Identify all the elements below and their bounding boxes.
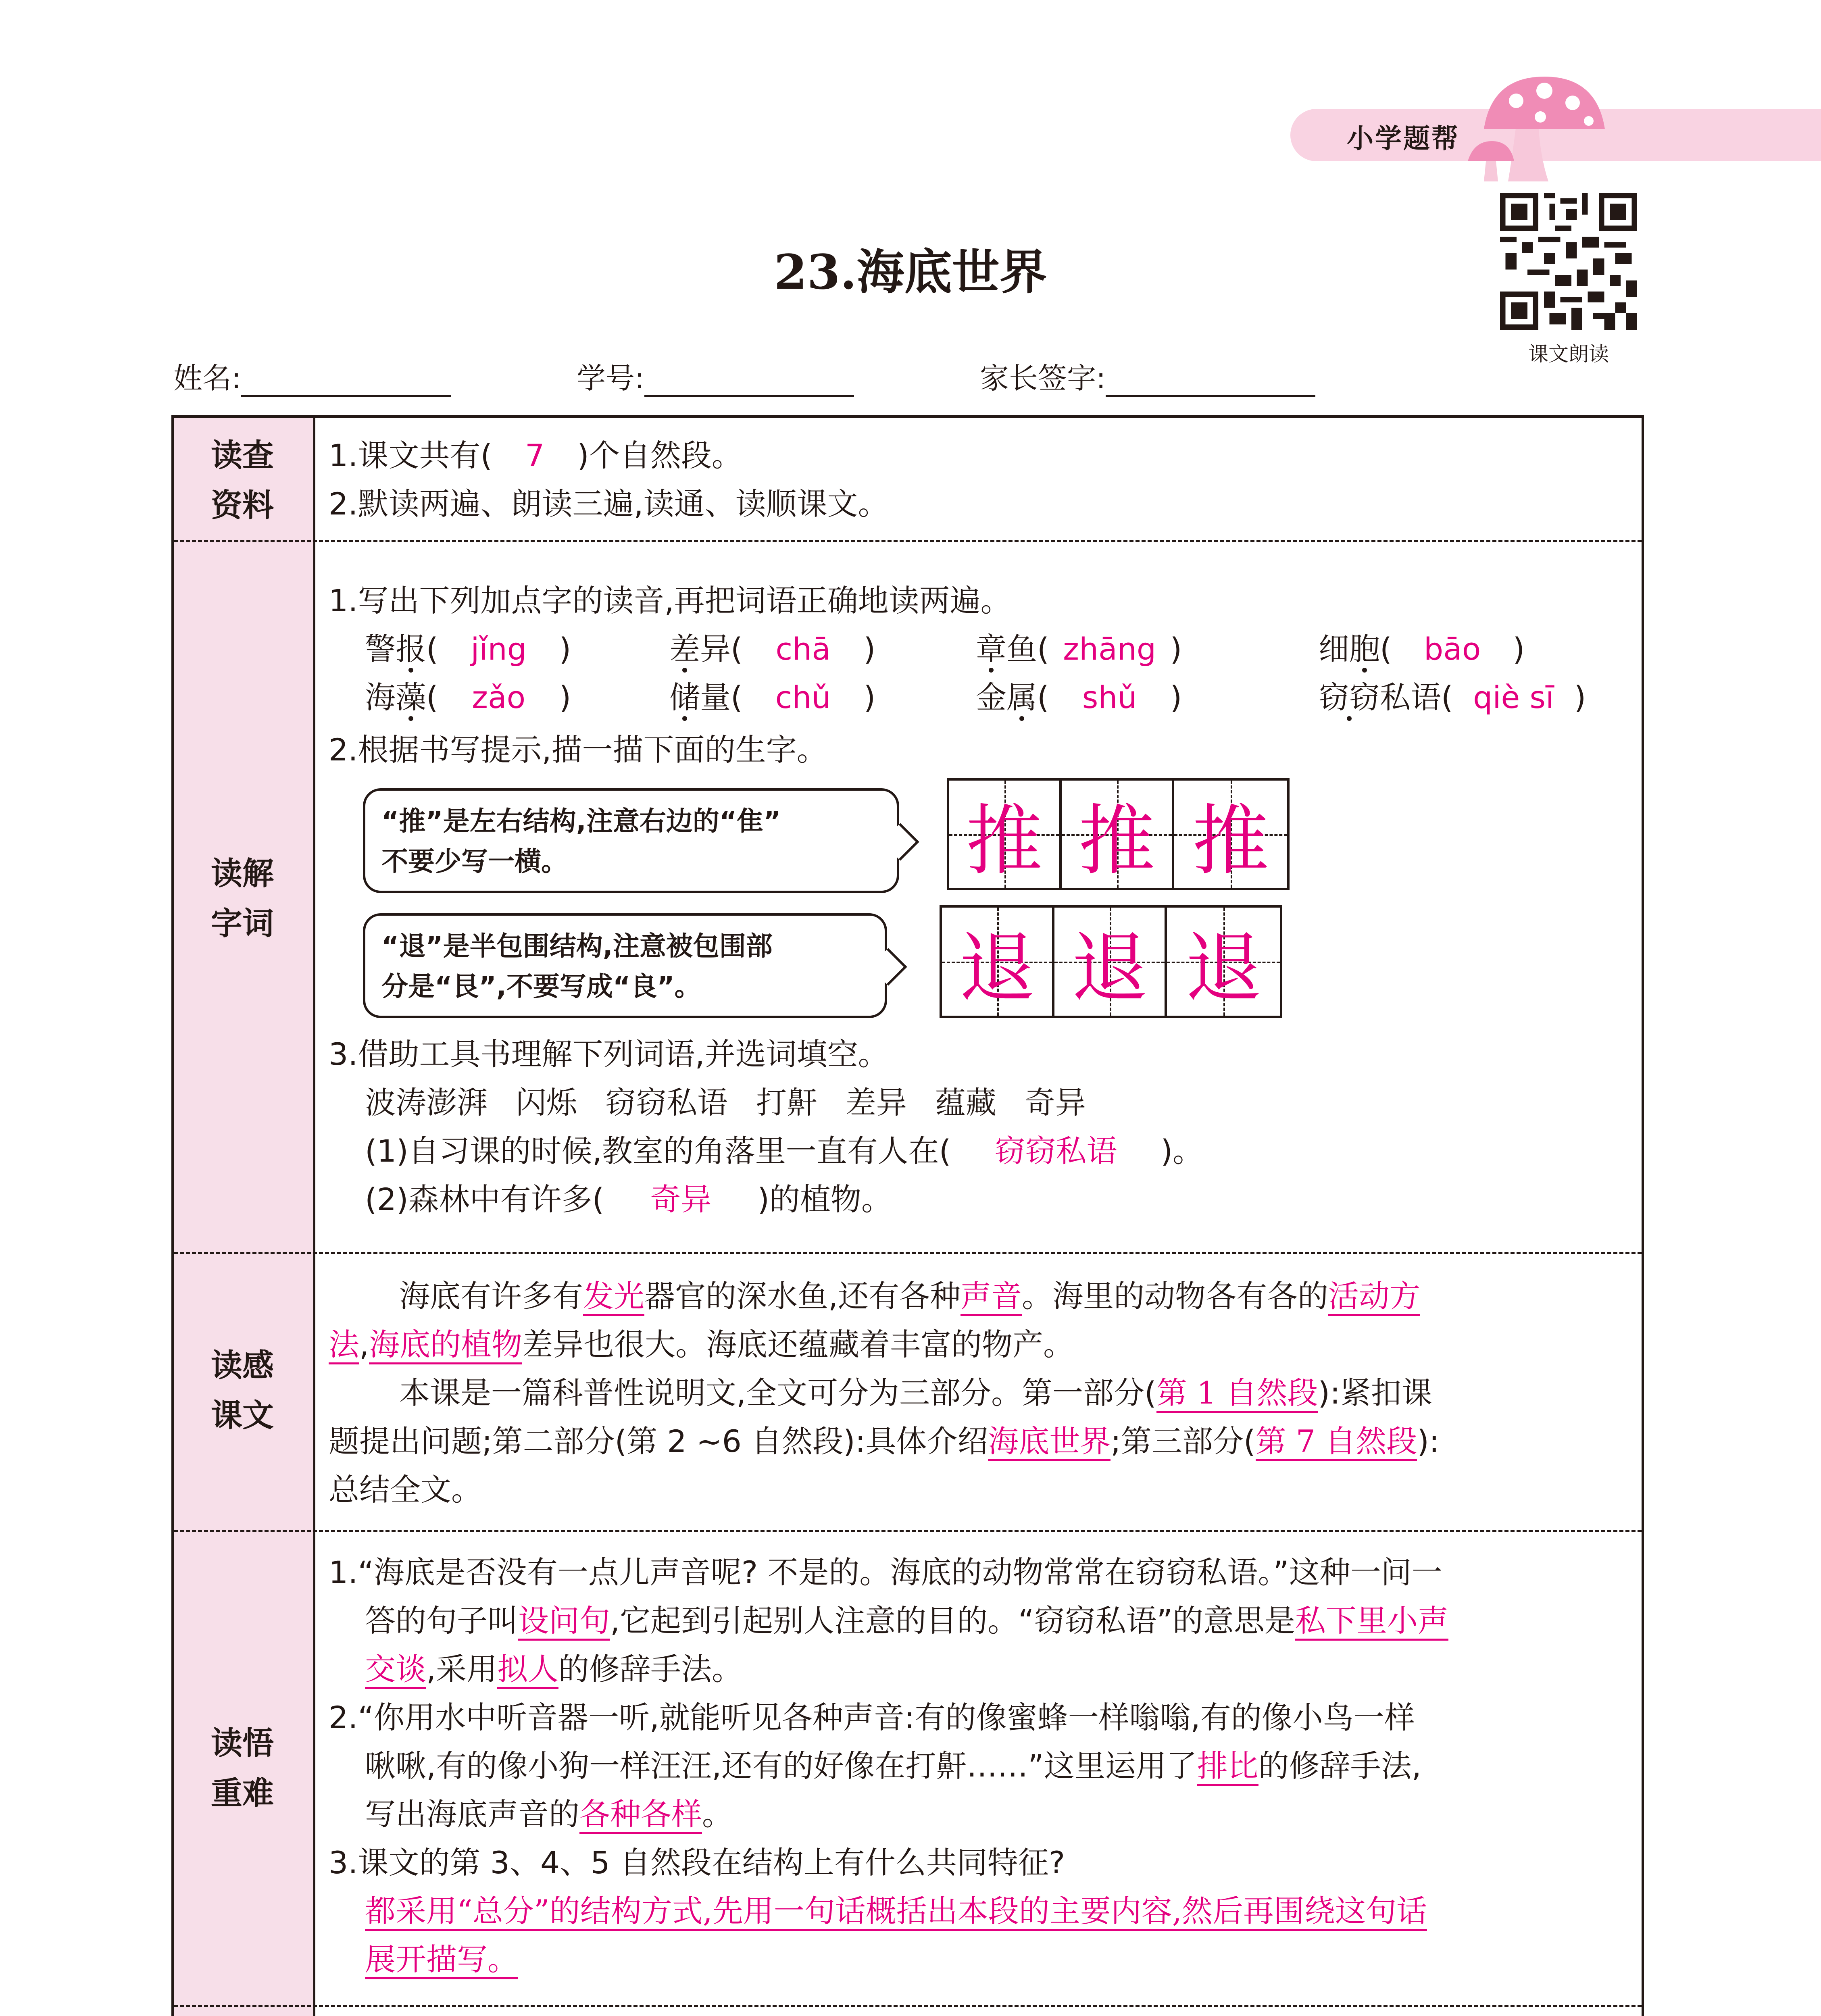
- answer-text[interactable]: 声音: [961, 1278, 1022, 1316]
- pinyin-word-item: [669, 673, 875, 722]
- s2-question-2: 2.根据书写提示,描一描下面的生字。: [329, 732, 827, 768]
- student-id-label: 学号:: [577, 361, 645, 395]
- vocab-list: 波涛澎湃 闪烁 窃窃私语 打鼾 差异 蕴藏 奇异: [365, 1085, 1086, 1120]
- question-text: 器官的深水鱼,还有各种: [644, 1278, 961, 1314]
- hint-bubble-tui: “推”是左右结构,注意右边的“隹” 不要少写一横。: [363, 788, 899, 893]
- name-field[interactable]: [173, 355, 451, 397]
- section-label-key-points: 读悟 重难: [210, 1725, 274, 1812]
- row-divider: [174, 2005, 1642, 2007]
- paren: (: [1441, 679, 1453, 715]
- parent-signature-blank[interactable]: [1106, 371, 1315, 397]
- s4-line-9: [365, 1935, 518, 1984]
- pinyin-answer[interactable]: chǔ: [775, 679, 831, 715]
- dotted-character: 窃窃: [1319, 679, 1380, 715]
- question-text: 。海里的动物各有各的: [1022, 1278, 1329, 1314]
- question-text: 写出海底声音的: [365, 1796, 579, 1832]
- parent-signature-field[interactable]: [980, 355, 1315, 397]
- section-label-text-feeling: 读感 课文: [210, 1347, 274, 1434]
- s4-line-2: [365, 1597, 1448, 1645]
- paren: (: [731, 679, 743, 715]
- answer-text[interactable]: 海底的植物: [369, 1327, 522, 1364]
- qr-code-icon: [1500, 193, 1637, 330]
- mushroom-logo-icon: [1468, 65, 1613, 185]
- answer-text[interactable]: 展开描写。: [365, 1941, 518, 1979]
- s4-line-3: [365, 1645, 742, 1693]
- paren: (: [1037, 679, 1049, 715]
- pinyin-word-item: [1319, 625, 1525, 673]
- fill-blank-1: (1)自习课的时候,教室的角落里一直有人在( 窃窃私语 )。: [365, 1127, 1203, 1175]
- paren: (: [426, 679, 438, 715]
- question-text: 2.“你用水中听音器一听,就能听见各种声音:有的像蜜蜂一样嗡嗡,有的像小鸟一样: [329, 1699, 1415, 1735]
- word-part: 鱼: [1006, 631, 1037, 667]
- pinyin-answer[interactable]: chā: [775, 631, 831, 667]
- s4-line-5: [365, 1742, 1421, 1790]
- answer-text[interactable]: 第 1 自然段: [1156, 1375, 1318, 1413]
- pinyin-word-item: [365, 625, 571, 673]
- paren: ): [863, 679, 876, 715]
- question-text: 题提出问题;第二部分(第 2 ~6 自然段):具体介绍: [329, 1423, 988, 1459]
- dotted-character: 藻: [396, 679, 426, 715]
- s4-line-1: [329, 1548, 1442, 1597]
- s3-line-2: [329, 1320, 1074, 1369]
- paren: ): [1170, 631, 1182, 667]
- answer-text[interactable]: 发光: [583, 1278, 644, 1316]
- paren: ): [559, 679, 571, 715]
- s4-line-4: [329, 1693, 1415, 1742]
- word-part: 细: [1319, 631, 1349, 667]
- tracing-cell[interactable]: 退: [1167, 908, 1280, 1016]
- student-id-field[interactable]: [577, 355, 854, 397]
- answer-text[interactable]: 活动方: [1328, 1278, 1420, 1316]
- word-part: 私语: [1380, 679, 1441, 715]
- paren: (: [426, 631, 438, 667]
- dotted-character: 胞: [1349, 631, 1380, 667]
- pinyin-word-item: [1319, 673, 1586, 722]
- section-label-words: 读解 字词: [210, 856, 274, 942]
- pinyin-word-item: [365, 673, 571, 722]
- s1-question-2: 2.默读两遍、朗读三遍,读通、读顺课文。: [329, 486, 889, 522]
- answer-text[interactable]: 排比: [1197, 1748, 1258, 1786]
- question-text: ,: [359, 1327, 369, 1362]
- question-text: 海底有许多有: [399, 1278, 583, 1314]
- s4-line-6: [365, 1790, 733, 1839]
- dotted-character: 报: [396, 631, 426, 667]
- word-part: 海: [365, 679, 396, 715]
- parent-signature-label: 家长签字:: [980, 361, 1106, 395]
- paren: ): [1513, 631, 1525, 667]
- paren: (: [731, 631, 743, 667]
- word-part: 警: [365, 631, 396, 667]
- tracing-cell[interactable]: 退: [1054, 908, 1167, 1016]
- fill-blank-2-answer[interactable]: 奇异: [650, 1181, 712, 1217]
- name-blank[interactable]: [241, 371, 451, 397]
- question-text: 啾啾,有的像小狗一样汪汪,还有的好像在打鼾……”这里运用了: [365, 1748, 1197, 1784]
- answer-text[interactable]: 各种各样: [579, 1796, 702, 1834]
- tracing-grid-tui-retreat: [940, 905, 1282, 1018]
- fill-blank-2: (2)森林中有许多( 奇异 )的植物。: [365, 1175, 892, 1224]
- s2-question-1: 1.写出下列加点字的读音,再把词语正确地读两遍。: [329, 583, 1011, 619]
- answer-text[interactable]: 法: [329, 1327, 359, 1364]
- column-divider: [313, 415, 315, 2016]
- s4-line-7: [329, 1839, 1065, 1887]
- question-text: 的修辞手法,: [1258, 1748, 1421, 1784]
- pinyin-answer[interactable]: zǎo: [472, 679, 526, 715]
- question-text: ):: [1417, 1423, 1440, 1459]
- question-text: 差异也很大。海底还蕴藏着丰富的物产。: [522, 1327, 1074, 1362]
- fill-blank-1-answer[interactable]: 窃窃私语: [994, 1133, 1117, 1169]
- row-divider: [174, 1252, 1642, 1254]
- pinyin-word-item: [976, 673, 1182, 722]
- answer-text[interactable]: 设问句: [518, 1603, 610, 1641]
- question-text: 本课是一篇科普性说明文,全文可分为三部分。第一部分(: [399, 1375, 1156, 1411]
- pinyin-answer[interactable]: shǔ: [1082, 679, 1137, 715]
- paren: ): [1574, 679, 1586, 715]
- row-divider: [174, 1530, 1642, 1532]
- question-text: 答的句子叫: [365, 1603, 518, 1639]
- question-text: ,它起到引起别人注意的目的。“窃窃私语”的意思是: [610, 1603, 1295, 1639]
- student-id-blank[interactable]: [644, 371, 854, 397]
- question-text: ;第三部分(: [1111, 1423, 1256, 1459]
- pinyin-word-item: [669, 625, 875, 673]
- row-divider: [174, 540, 1642, 542]
- s1-question-1: 1.课文共有( 7 )个自然段。: [329, 431, 742, 480]
- tracing-cell[interactable]: 推: [949, 781, 1062, 888]
- answer-text[interactable]: 都采用“总分”的结构方式,先用一句话概括出本段的主要内容,然后再围绕这句话: [365, 1893, 1427, 1931]
- paren: ): [559, 631, 571, 667]
- dotted-character: 差: [669, 631, 700, 667]
- word-part: 金: [976, 679, 1006, 715]
- s3-line-1: [399, 1272, 1420, 1320]
- word-part: 异: [700, 631, 731, 667]
- pinyin-answer[interactable]: jǐng: [471, 631, 527, 667]
- question-text: 。: [702, 1796, 733, 1832]
- question-text: 3.课文的第 3、4、5 自然段在结构上有什么共同特征?: [329, 1845, 1065, 1881]
- tracing-cell[interactable]: 退: [942, 908, 1054, 1016]
- section-label-reading-materials: 读查 资料: [210, 437, 274, 524]
- dotted-character: 章: [976, 631, 1006, 667]
- paren: ): [1170, 679, 1182, 715]
- question-text: ,采用: [426, 1651, 498, 1687]
- page-title: 23.海底世界: [774, 244, 1047, 300]
- question-text: ):紧扣课: [1318, 1375, 1432, 1411]
- answer-text[interactable]: 私下里小声: [1295, 1603, 1448, 1641]
- dotted-character: 属: [1006, 679, 1037, 715]
- answer-text[interactable]: 第 7 自然段: [1256, 1423, 1417, 1461]
- tracing-cell[interactable]: 推: [1174, 781, 1287, 888]
- answer-text[interactable]: 交谈: [365, 1651, 426, 1689]
- hint-bubble-tui-retreat: “退”是半包围结构,注意被包围部 分是“艮”,不要写成“良”。: [363, 913, 887, 1018]
- answer-text[interactable]: 拟人: [497, 1651, 558, 1689]
- paren: (: [1037, 631, 1049, 667]
- pinyin-answer[interactable]: bāo: [1424, 631, 1481, 667]
- name-label: 姓名:: [173, 361, 242, 395]
- brand-text: 小学题帮: [1347, 123, 1460, 154]
- qr-caption: 课文朗读: [1528, 342, 1609, 366]
- s3-line-4: [329, 1417, 1440, 1466]
- paren: (: [1380, 631, 1392, 667]
- word-part: 量: [700, 679, 731, 715]
- pinyin-answer[interactable]: zhāng: [1063, 631, 1156, 667]
- paren: ): [863, 631, 876, 667]
- s3-line-3: [399, 1369, 1432, 1417]
- s3-line-5: 总结全文。: [329, 1472, 482, 1508]
- dotted-character: 储: [669, 679, 700, 715]
- question-text: 的修辞手法。: [558, 1651, 743, 1687]
- tracing-cell[interactable]: 推: [1062, 781, 1174, 888]
- answer-text[interactable]: 海底世界: [988, 1423, 1111, 1461]
- pinyin-word-item: [976, 625, 1182, 673]
- tracing-grid-tui: [947, 778, 1290, 890]
- question-text: 1.“海底是否没有一点儿声音呢? 不是的。海底的动物常常在窃窃私语。”这种一问一: [329, 1554, 1442, 1590]
- paragraph-count-answer[interactable]: 7: [525, 437, 545, 473]
- pinyin-answer[interactable]: qiè sī: [1473, 679, 1554, 715]
- s4-line-8: [365, 1887, 1427, 1935]
- s2-question-3: 3.借助工具书理解下列词语,并选词填空。: [329, 1036, 889, 1072]
